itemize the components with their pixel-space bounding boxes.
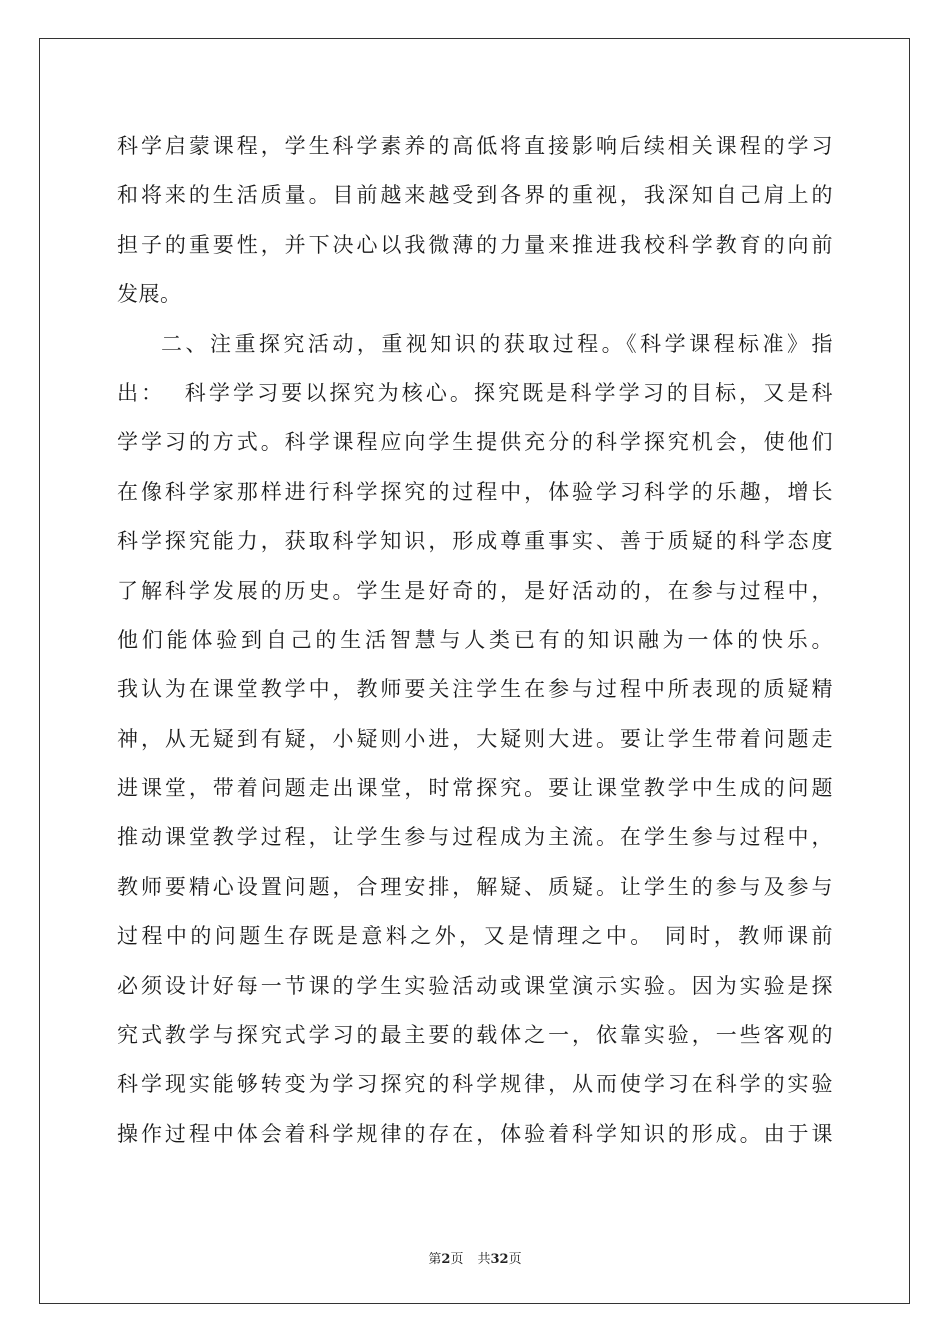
body-text — [117, 122, 833, 1159]
text-line: 教师要精心设置问题，合理安排，解疑、质疑。让学生的参与及参与 — [117, 874, 833, 899]
total-prefix: 共 — [477, 1252, 491, 1267]
page-current: 2 — [441, 1252, 451, 1267]
text-line: 推动课堂教学过程，让学生参与过程成为主流。在学生参与过程中， — [117, 825, 833, 850]
text-line: 和将来的生活质量。目前越来越受到各界的重视，我深知自己肩上的 — [117, 183, 833, 208]
text-line: 操作过程中体会着科学规律的存在，体验着科学知识的形成。由于课 — [117, 1121, 833, 1146]
text-line: 发展。 — [117, 282, 182, 307]
text-line: 科学探究能力，获取科学知识，形成尊重事实、善于质疑的科学态度 — [117, 529, 833, 554]
text-line: 学学习的方式。科学课程应向学生提供充分的科学探究机会，使他们 — [117, 430, 833, 455]
text-line: 必须设计好每一节课的学生实验活动或课堂演示实验。因为实验是探 — [117, 973, 833, 998]
page-suffix: 页 — [450, 1252, 464, 1267]
text-line: 他们能体验到自己的生活智慧与人类已有的知识融为一体的快乐。 — [117, 627, 833, 652]
total-suffix: 页 — [508, 1252, 522, 1267]
text-line: 进课堂，带着问题走出课堂，时常探究。要让课堂教学中生成的问题 — [117, 776, 833, 801]
text-line: 过程中的问题生存既是意料之外，又是情理之中。 同时，教师课前 — [117, 924, 833, 949]
text-line: 在像科学家那样进行科学探究的过程中，体验学习科学的乐趣，增长 — [117, 479, 833, 504]
text-line: 我认为在课堂教学中，教师要关注学生在参与过程中所表现的质疑精 — [117, 677, 833, 702]
text-line: 神，从无疑到有疑，小疑则小进，大疑则大进。要让学生带着问题走 — [117, 726, 833, 751]
page-prefix: 第 — [428, 1252, 442, 1267]
text-line: 出： 科学学习要以探究为核心。探究既是科学学习的目标，又是科 — [117, 380, 833, 405]
page-total: 32 — [490, 1252, 509, 1267]
text-line: 科学启蒙课程，学生科学素养的高低将直接影响后续相关课程的学习 — [117, 134, 833, 158]
section-heading-line: 二、注重探究活动，重视知识的获取过程。《科学课程标准》指 — [161, 331, 833, 356]
text-line: 科学现实能够转变为学习探究的科学规律，从而使学习在科学的实验 — [117, 1072, 833, 1097]
text-line: 担子的重要性，并下决心以我微薄的力量来推进我校科学教育的向前 — [117, 232, 833, 257]
text-line: 了解科学发展的历史。学生是好奇的，是好活动的，在参与过程中， — [117, 578, 833, 603]
page-footer — [0, 1248, 950, 1267]
text-line: 究式教学与探究式学习的最主要的载体之一，依靠实验，一些客观的 — [117, 1023, 833, 1048]
